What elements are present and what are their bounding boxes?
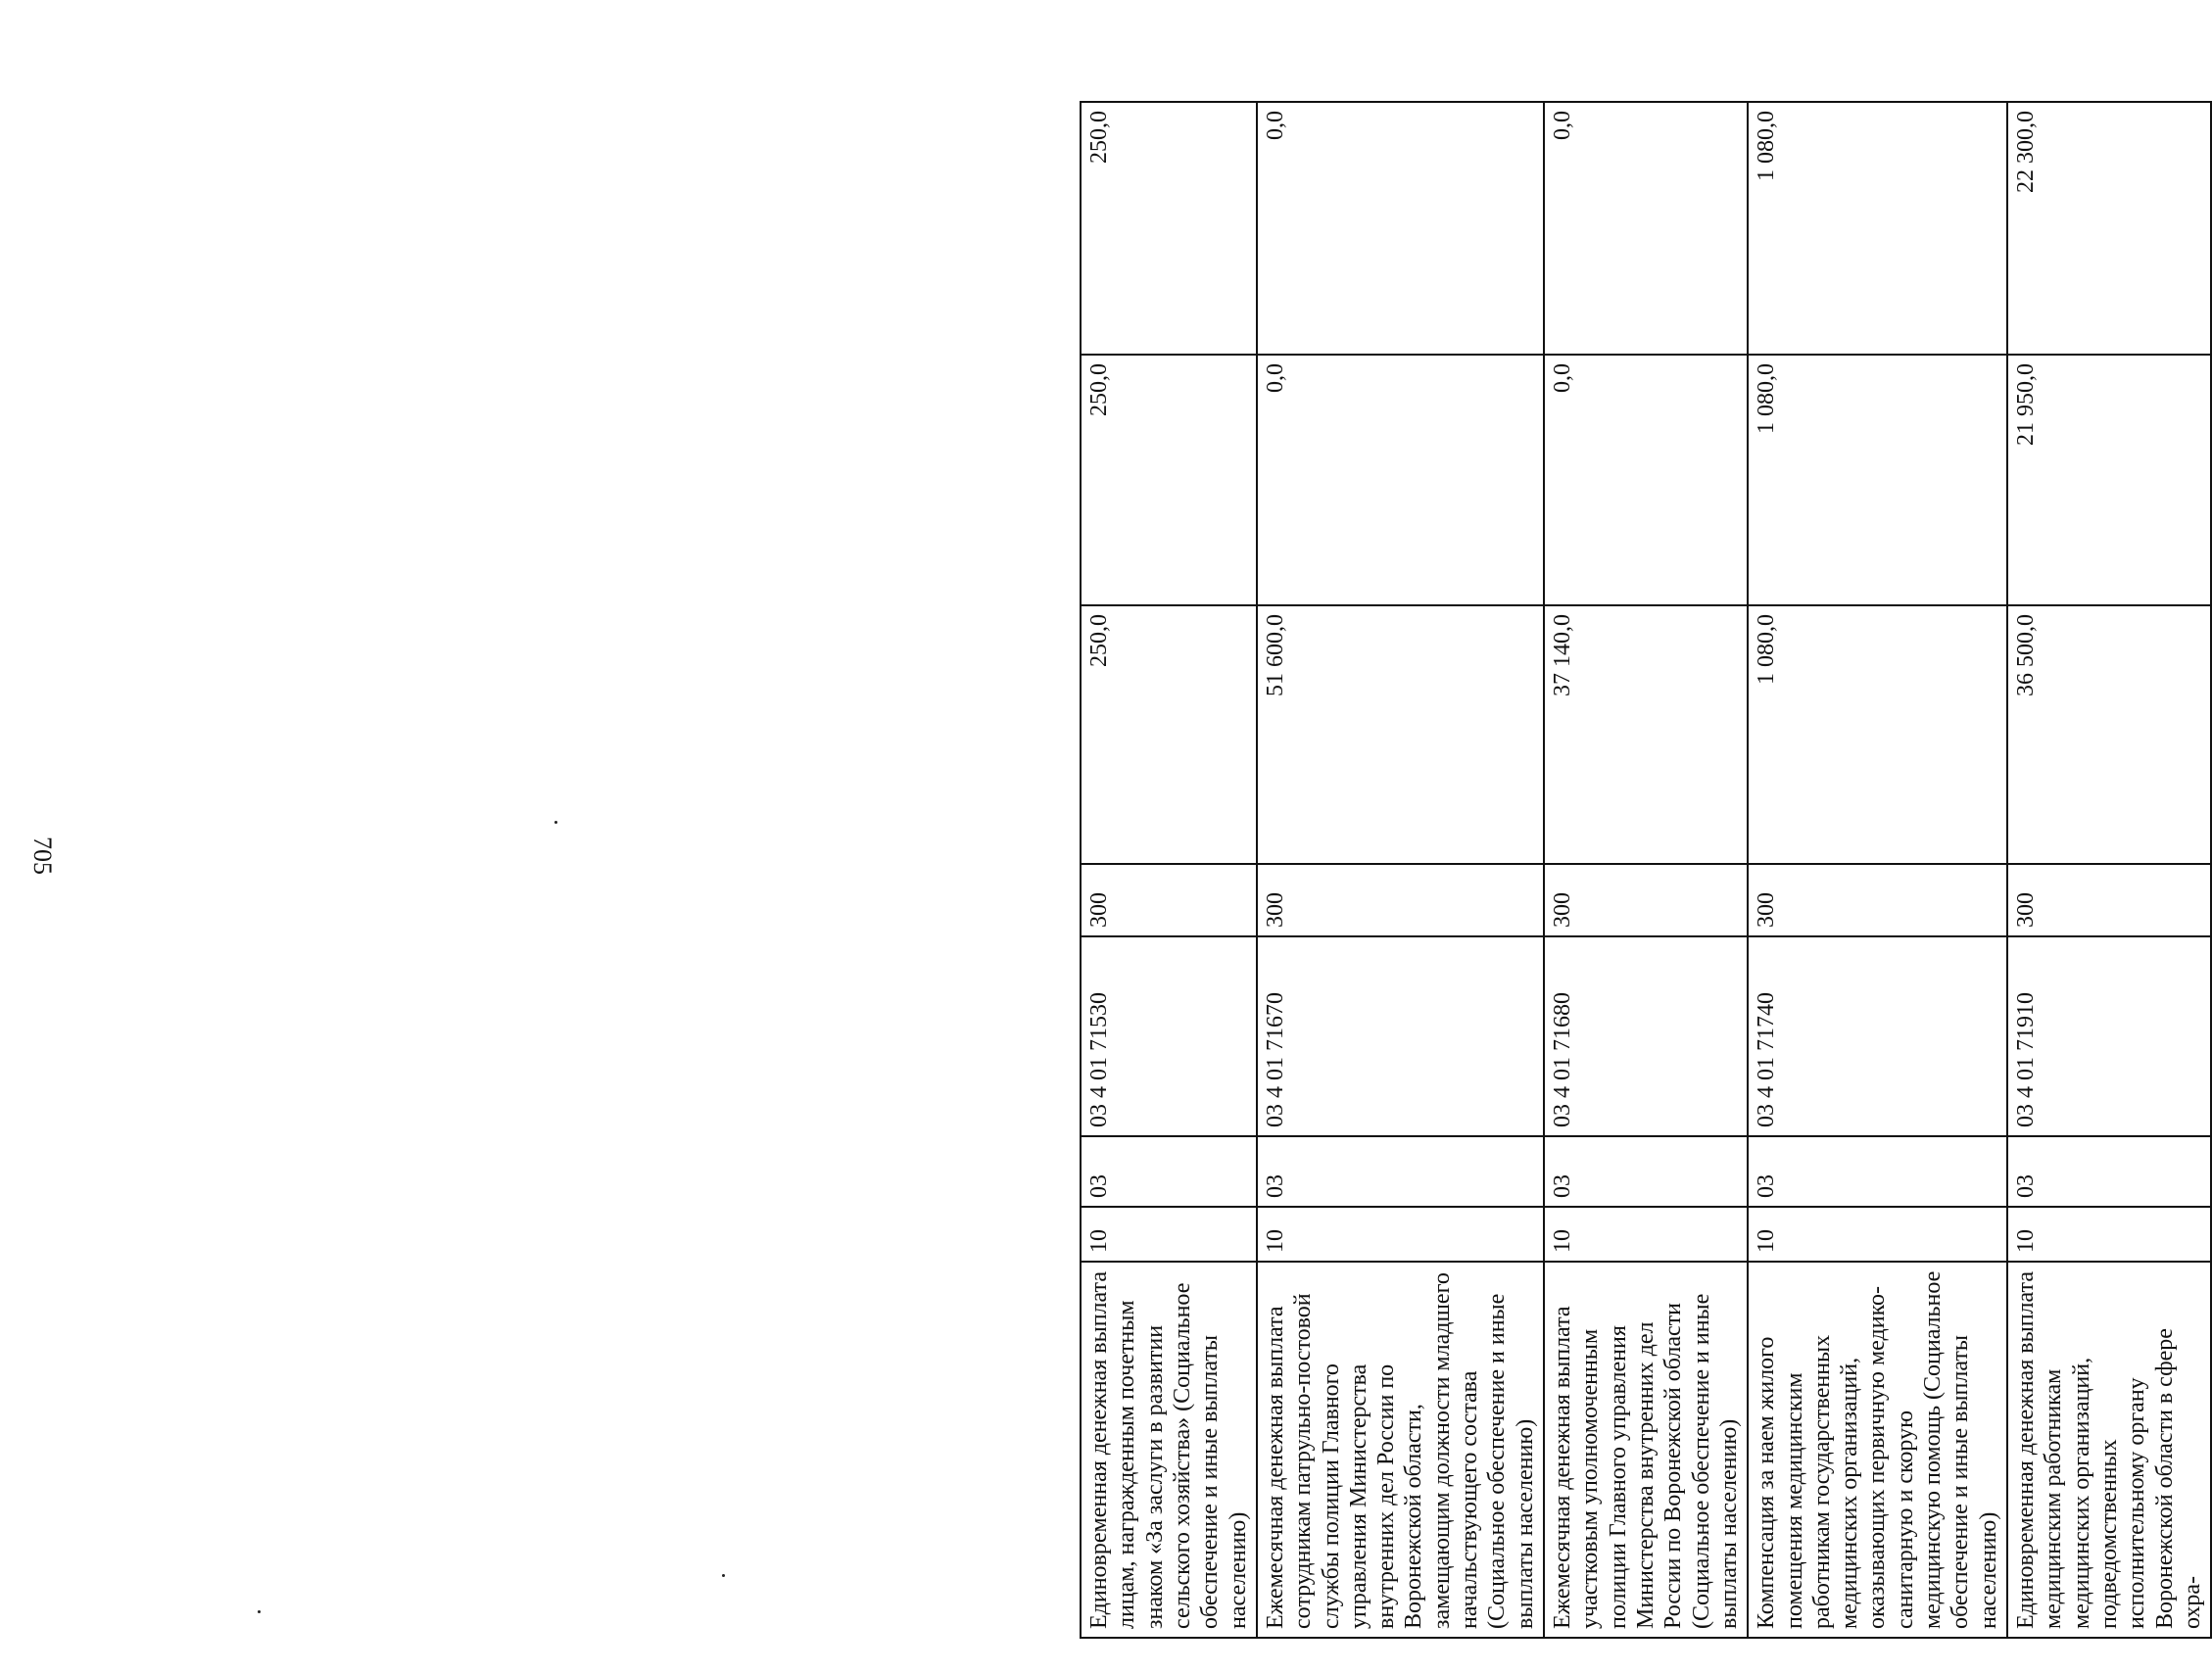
- row-description: Единовременная денежная выплата медицинским работникам медицинских организаций, подведомственных исполнительному органу Воронежской области в сфере охра-: [2007, 1262, 2211, 1638]
- amount-year-1: 250,0: [1081, 605, 1257, 864]
- target-article-code: 03 4 01 71670: [1257, 936, 1544, 1136]
- expense-type-code: 300: [1544, 864, 1748, 936]
- amount-year-1: 51 600,0: [1257, 605, 1544, 864]
- amount-year-2: 0,0: [1257, 355, 1544, 605]
- amount-year-3: 250,0: [1081, 102, 1257, 355]
- section-code: 10: [1748, 1207, 2007, 1262]
- amount-year-3: 0,0: [1544, 102, 1748, 355]
- page-number: 705: [28, 836, 57, 875]
- amount-year-2: 21 950,0: [2007, 355, 2211, 605]
- target-article-code: 03 4 01 71530: [1081, 936, 1257, 1136]
- amount-year-3: 0,0: [1257, 102, 1544, 355]
- row-description: Компенсация за наем жилого помещения медицинским работникам государственных медицинских организаций, оказывающих первичную медико-санитарную и скорую медицинскую помощь (Социальное обеспечение и иные выплаты населению): [1748, 1262, 2007, 1638]
- amount-year-2: 250,0: [1081, 355, 1257, 605]
- section-code: 10: [1257, 1207, 1544, 1262]
- target-article-code: 03 4 01 71680: [1544, 936, 1748, 1136]
- section-code: 10: [1544, 1207, 1748, 1262]
- table-row: [1748, 102, 2007, 1638]
- subsection-code: 03: [1544, 1136, 1748, 1207]
- amount-year-1: 36 500,0: [2007, 605, 2211, 864]
- table-row: [1544, 102, 1748, 1638]
- row-description: Ежемесячная денежная выплата участковым уполномоченным полиции Главного управления Министерства внутренних дел России по Воронежской области (Социальное обеспечение и иные выплаты населению): [1544, 1262, 1748, 1638]
- scan-speck: [554, 821, 557, 824]
- amount-year-1: 37 140,0: [1544, 605, 1748, 864]
- table-row: [1257, 102, 1544, 1638]
- expense-type-code: 300: [1257, 864, 1544, 936]
- expense-type-code: 300: [1081, 864, 1257, 936]
- scan-speck: [258, 1610, 261, 1613]
- subsection-code: 03: [2007, 1136, 2211, 1207]
- amount-year-2: 0,0: [1544, 355, 1748, 605]
- table-row: [2007, 102, 2211, 1638]
- expense-type-code: 300: [1748, 864, 2007, 936]
- amount-year-3: 1 080,0: [1748, 102, 2007, 355]
- amount-year-1: 1 080,0: [1748, 605, 2007, 864]
- expense-type-code: 300: [2007, 864, 2211, 936]
- subsection-code: 03: [1748, 1136, 2007, 1207]
- table-row: [1081, 102, 1257, 1638]
- row-description: Единовременная денежная выплата лицам, награжденным почетным знаком «За заслуги в развитии сельского хозяйства» (Социальное обеспечение и иные выплаты населению): [1081, 1262, 1257, 1638]
- row-description: Ежемесячная денежная выплата сотрудникам патрульно-постовой службы полиции Главного управления Министерства внутренних дел России по Воронежской области, замещающим должности младшего начальствующего состава (Социальное обеспечение и иные выплаты населению): [1257, 1262, 1544, 1638]
- target-article-code: 03 4 01 71910: [2007, 936, 2211, 1136]
- rotated-table-container: [1080, 103, 2205, 1639]
- amount-year-3: 22 300,0: [2007, 102, 2211, 355]
- section-code: 10: [1081, 1207, 1257, 1262]
- subsection-code: 03: [1257, 1136, 1544, 1207]
- budget-table: [1080, 101, 2212, 1639]
- scan-speck: [722, 1574, 725, 1577]
- amount-year-2: 1 080,0: [1748, 355, 2007, 605]
- subsection-code: 03: [1081, 1136, 1257, 1207]
- section-code: 10: [2007, 1207, 2211, 1262]
- target-article-code: 03 4 01 71740: [1748, 936, 2007, 1136]
